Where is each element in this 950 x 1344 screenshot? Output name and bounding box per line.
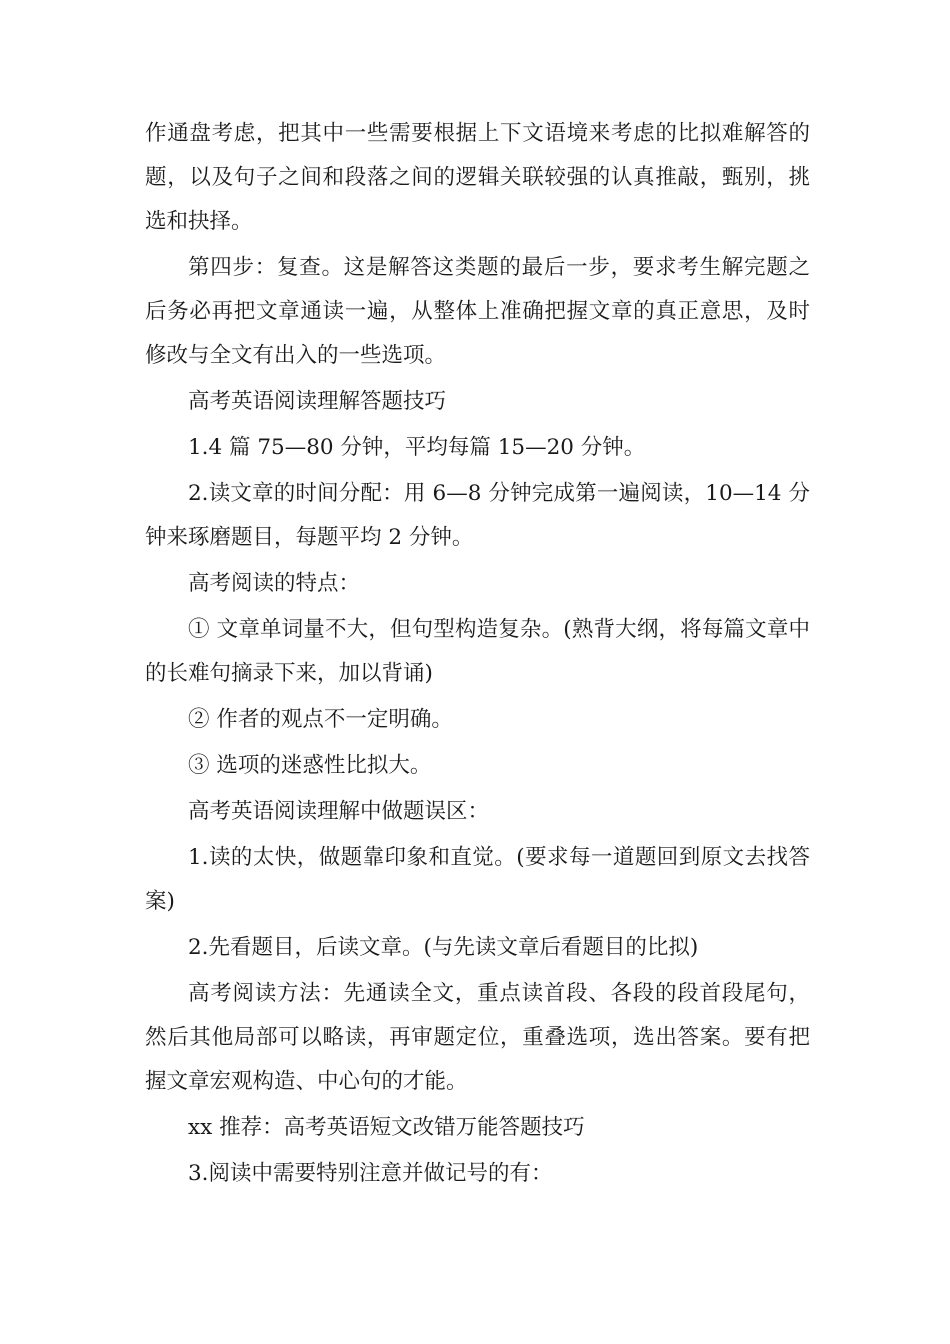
paragraph-continuation: 作通盘考虑，把其中一些需要根据上下文语境来考虑的比拟难解答的题，以及句子之间和段落之间的逻辑关联较强的认真推敲，甄别，挑选和抉择。 — [145, 121, 810, 234]
heading-reading-mistakes: 高考英语阅读理解中做题误区： — [188, 799, 490, 824]
paragraph-reading-method: 高考阅读方法：先通读全文，重点读首段、各段的段首段尾句，然后其他局部可以略读，再审题定位，重叠选项，选出答案。要有把握文章宏观构造、中心句的才能。 — [145, 981, 810, 1094]
list-item-time-total: 1.4 篇 75—80 分钟，平均每篇 15—20 分钟。 — [188, 435, 646, 460]
mistake-item-2: 2.先看题目，后读文章。(与先读文章后看题目的比拟) — [188, 935, 699, 960]
list-item-time-allocation: 2.读文章的时间分配：用 6—8 分钟完成第一遍阅读，10—14 分钟来琢磨题目，每题平均 2 分钟。 — [145, 481, 810, 550]
mistake-item-1: 1.读的太快，做题靠印象和直觉。(要求每一道题回到原文去找答案) — [145, 845, 810, 914]
paragraph-recommendation: xx 推荐：高考英语短文改错万能答题技巧 — [188, 1115, 585, 1140]
document-body — [145, 112, 810, 1198]
paragraph-step-four: 第四步：复查。这是解答这类题的最后一步，要求考生解完题之后务必再把文章通读一遍，从整体上准确把握文章的真正意思，及时修改与全文有出入的一些选项。 — [145, 255, 810, 368]
heading-reading-tips: 高考英语阅读理解答题技巧 — [188, 389, 447, 414]
list-item-marking-notes: 3.阅读中需要特别注意并做记号的有： — [188, 1161, 553, 1186]
heading-reading-features: 高考阅读的特点： — [188, 571, 361, 596]
feature-item-3: ③ 选项的迷惑性比拟大。 — [188, 753, 432, 778]
feature-item-1: ① 文章单词量不大，但句型构造复杂。(熟背大纲，将每篇文章中的长难句摘录下来，加以背诵) — [145, 617, 810, 686]
feature-item-2: ② 作者的观点不一定明确。 — [188, 707, 453, 732]
